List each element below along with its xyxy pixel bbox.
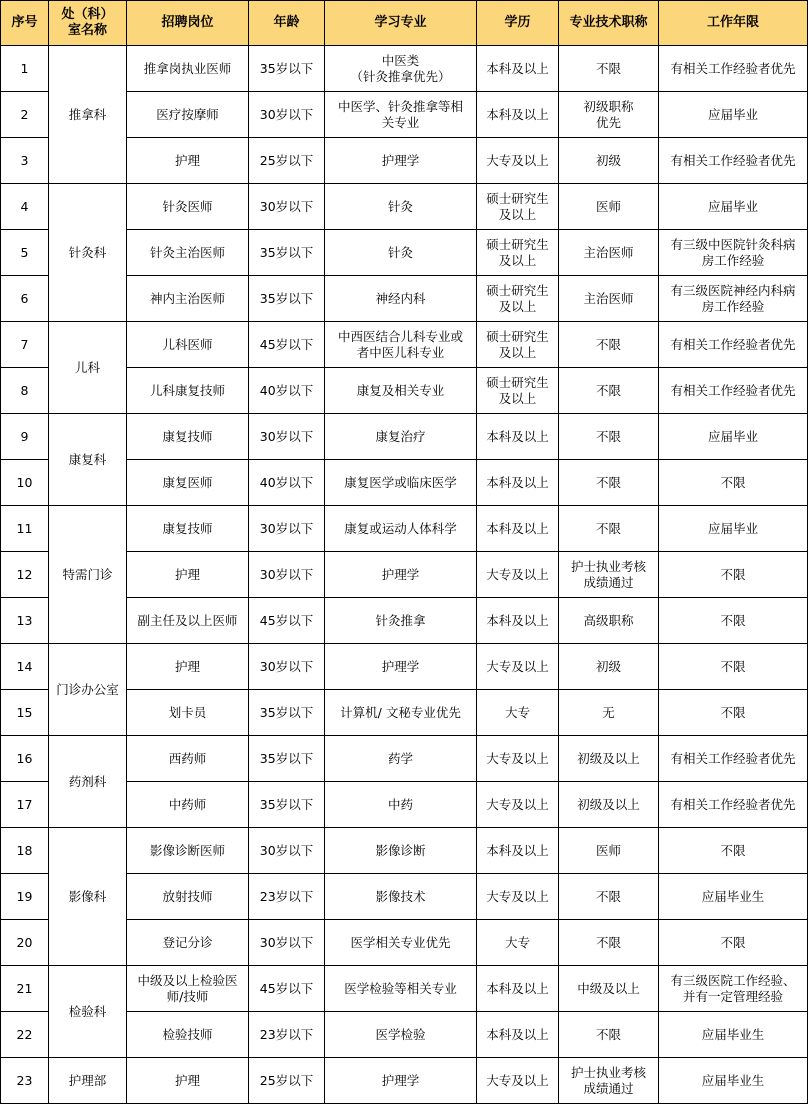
professional-title-cell: 不限	[559, 1012, 659, 1058]
header-cell: 工作年限	[659, 1, 808, 46]
row-number-cell: 17	[1, 782, 49, 828]
row-number-cell: 2	[1, 92, 49, 138]
professional-title-cell: 中级及以上	[559, 966, 659, 1012]
professional-title-cell: 初级	[559, 138, 659, 184]
major-cell: 康复医学或临床医学	[325, 460, 477, 506]
position-cell: 儿科康复技师	[127, 368, 249, 414]
education-cell: 大专及以上	[477, 874, 559, 920]
age-cell: 30岁以下	[249, 184, 325, 230]
professional-title-cell: 护士执业考核 成绩通过	[559, 552, 659, 598]
header-cell: 专业技术职称	[559, 1, 659, 46]
position-cell: 康复技师	[127, 506, 249, 552]
work-years-cell: 有三级医院工作经验、 并有一定管理经验	[659, 966, 808, 1012]
age-cell: 35岁以下	[249, 230, 325, 276]
department-cell: 影像科	[49, 828, 127, 966]
education-cell: 本科及以上	[477, 598, 559, 644]
age-cell: 30岁以下	[249, 828, 325, 874]
department-cell: 儿科	[49, 322, 127, 414]
education-cell: 本科及以上	[477, 966, 559, 1012]
position-cell: 针灸主治医师	[127, 230, 249, 276]
age-cell: 40岁以下	[249, 368, 325, 414]
major-cell: 康复治疗	[325, 414, 477, 460]
department-cell: 推拿科	[49, 46, 127, 184]
education-cell: 本科及以上	[477, 1012, 559, 1058]
age-cell: 30岁以下	[249, 506, 325, 552]
table-row	[1, 414, 808, 460]
position-cell: 康复医师	[127, 460, 249, 506]
row-number-cell: 9	[1, 414, 49, 460]
department-cell: 检验科	[49, 966, 127, 1058]
major-cell: 医学检验	[325, 1012, 477, 1058]
position-cell: 护理	[127, 644, 249, 690]
work-years-cell: 不限	[659, 460, 808, 506]
age-cell: 25岁以下	[249, 1058, 325, 1104]
major-cell: 计算机/ 文秘专业优先	[325, 690, 477, 736]
work-years-cell: 有相关工作经验者优先	[659, 368, 808, 414]
position-cell: 推拿岗执业医师	[127, 46, 249, 92]
work-years-cell: 有三级医院神经内科病 房工作经验	[659, 276, 808, 322]
professional-title-cell: 医师	[559, 828, 659, 874]
age-cell: 35岁以下	[249, 46, 325, 92]
work-years-cell: 有相关工作经验者优先	[659, 782, 808, 828]
major-cell: 中药	[325, 782, 477, 828]
education-cell: 大专及以上	[477, 736, 559, 782]
major-cell: 神经内科	[325, 276, 477, 322]
position-cell: 西药师	[127, 736, 249, 782]
row-number-cell: 20	[1, 920, 49, 966]
row-number-cell: 5	[1, 230, 49, 276]
work-years-cell: 应届毕业生	[659, 1058, 808, 1104]
work-years-cell: 不限	[659, 644, 808, 690]
education-cell: 本科及以上	[477, 46, 559, 92]
table-row	[1, 184, 808, 230]
position-cell: 护理	[127, 552, 249, 598]
header-cell: 招聘岗位	[127, 1, 249, 46]
education-cell: 硕士研究生 及以上	[477, 276, 559, 322]
age-cell: 23岁以下	[249, 874, 325, 920]
department-cell: 护理部	[49, 1058, 127, 1104]
age-cell: 30岁以下	[249, 552, 325, 598]
professional-title-cell: 主治医师	[559, 230, 659, 276]
table-row	[1, 966, 808, 1012]
professional-title-cell: 不限	[559, 368, 659, 414]
age-cell: 30岁以下	[249, 644, 325, 690]
work-years-cell: 有相关工作经验者优先	[659, 322, 808, 368]
position-cell: 康复技师	[127, 414, 249, 460]
major-cell: 影像技术	[325, 874, 477, 920]
row-number-cell: 7	[1, 322, 49, 368]
position-cell: 护理	[127, 1058, 249, 1104]
work-years-cell: 应届毕业生	[659, 874, 808, 920]
work-years-cell: 不限	[659, 552, 808, 598]
work-years-cell: 不限	[659, 598, 808, 644]
major-cell: 中西医结合儿科专业或 者中医儿科专业	[325, 322, 477, 368]
table-row	[1, 828, 808, 874]
row-number-cell: 16	[1, 736, 49, 782]
education-cell: 大专及以上	[477, 782, 559, 828]
education-cell: 硕士研究生 及以上	[477, 230, 559, 276]
age-cell: 40岁以下	[249, 460, 325, 506]
age-cell: 35岁以下	[249, 782, 325, 828]
major-cell: 中医学、针灸推拿等相 关专业	[325, 92, 477, 138]
header-cell: 学习专业	[325, 1, 477, 46]
age-cell: 35岁以下	[249, 690, 325, 736]
row-number-cell: 13	[1, 598, 49, 644]
position-cell: 中级及以上检验医 师/技师	[127, 966, 249, 1012]
professional-title-cell: 无	[559, 690, 659, 736]
education-cell: 本科及以上	[477, 92, 559, 138]
major-cell: 康复及相关专业	[325, 368, 477, 414]
age-cell: 45岁以下	[249, 322, 325, 368]
row-number-cell: 3	[1, 138, 49, 184]
position-cell: 登记分诊	[127, 920, 249, 966]
education-cell: 本科及以上	[477, 506, 559, 552]
row-number-cell: 4	[1, 184, 49, 230]
education-cell: 本科及以上	[477, 414, 559, 460]
row-number-cell: 19	[1, 874, 49, 920]
header-cell: 处（科） 室名称	[49, 1, 127, 46]
table-row	[1, 322, 808, 368]
age-cell: 30岁以下	[249, 920, 325, 966]
education-cell: 本科及以上	[477, 828, 559, 874]
department-cell: 针灸科	[49, 184, 127, 322]
professional-title-cell: 初级及以上	[559, 782, 659, 828]
age-cell: 45岁以下	[249, 966, 325, 1012]
work-years-cell: 有相关工作经验者优先	[659, 736, 808, 782]
work-years-cell: 有相关工作经验者优先	[659, 138, 808, 184]
education-cell: 大专及以上	[477, 552, 559, 598]
education-cell: 大专	[477, 920, 559, 966]
professional-title-cell: 医师	[559, 184, 659, 230]
work-years-cell: 不限	[659, 920, 808, 966]
header-cell: 学历	[477, 1, 559, 46]
row-number-cell: 6	[1, 276, 49, 322]
position-cell: 护理	[127, 138, 249, 184]
table-row	[1, 46, 808, 92]
major-cell: 药学	[325, 736, 477, 782]
work-years-cell: 有相关工作经验者优先	[659, 46, 808, 92]
position-cell: 神内主治医师	[127, 276, 249, 322]
position-cell: 检验技师	[127, 1012, 249, 1058]
major-cell: 护理学	[325, 552, 477, 598]
table-row	[1, 736, 808, 782]
education-cell: 大专及以上	[477, 1058, 559, 1104]
table-row	[1, 506, 808, 552]
major-cell: 针灸	[325, 230, 477, 276]
professional-title-cell: 主治医师	[559, 276, 659, 322]
table-body	[1, 46, 808, 1104]
education-cell: 硕士研究生 及以上	[477, 368, 559, 414]
major-cell: 针灸	[325, 184, 477, 230]
major-cell: 康复或运动人体科学	[325, 506, 477, 552]
age-cell: 35岁以下	[249, 276, 325, 322]
position-cell: 儿科医师	[127, 322, 249, 368]
row-number-cell: 15	[1, 690, 49, 736]
education-cell: 硕士研究生 及以上	[477, 322, 559, 368]
major-cell: 护理学	[325, 138, 477, 184]
education-cell: 大专及以上	[477, 138, 559, 184]
professional-title-cell: 不限	[559, 506, 659, 552]
education-cell: 硕士研究生 及以上	[477, 184, 559, 230]
major-cell: 影像诊断	[325, 828, 477, 874]
department-cell: 康复科	[49, 414, 127, 506]
professional-title-cell: 初级	[559, 644, 659, 690]
major-cell: 中医类 （针灸推拿优先）	[325, 46, 477, 92]
row-number-cell: 21	[1, 966, 49, 1012]
professional-title-cell: 护士执业考核 成绩通过	[559, 1058, 659, 1104]
department-cell: 特需门诊	[49, 506, 127, 644]
professional-title-cell: 不限	[559, 322, 659, 368]
education-cell: 本科及以上	[477, 460, 559, 506]
position-cell: 影像诊断医师	[127, 828, 249, 874]
major-cell: 护理学	[325, 1058, 477, 1104]
professional-title-cell: 不限	[559, 460, 659, 506]
header-cell: 年龄	[249, 1, 325, 46]
work-years-cell: 不限	[659, 690, 808, 736]
age-cell: 35岁以下	[249, 736, 325, 782]
header-cell: 序号	[1, 1, 49, 46]
work-years-cell: 不限	[659, 828, 808, 874]
age-cell: 45岁以下	[249, 598, 325, 644]
department-cell: 门诊办公室	[49, 644, 127, 736]
professional-title-cell: 初级职称 优先	[559, 92, 659, 138]
position-cell: 中药师	[127, 782, 249, 828]
work-years-cell: 应届毕业	[659, 414, 808, 460]
age-cell: 25岁以下	[249, 138, 325, 184]
position-cell: 划卡员	[127, 690, 249, 736]
professional-title-cell: 初级及以上	[559, 736, 659, 782]
professional-title-cell: 不限	[559, 874, 659, 920]
work-years-cell: 应届毕业	[659, 506, 808, 552]
row-number-cell: 14	[1, 644, 49, 690]
professional-title-cell: 不限	[559, 920, 659, 966]
position-cell: 副主任及以上医师	[127, 598, 249, 644]
major-cell: 医学检验等相关专业	[325, 966, 477, 1012]
education-cell: 大专及以上	[477, 644, 559, 690]
age-cell: 30岁以下	[249, 92, 325, 138]
education-cell: 大专	[477, 690, 559, 736]
row-number-cell: 12	[1, 552, 49, 598]
work-years-cell: 应届毕业	[659, 184, 808, 230]
row-number-cell: 1	[1, 46, 49, 92]
table-row	[1, 644, 808, 690]
position-cell: 医疗按摩师	[127, 92, 249, 138]
major-cell: 医学相关专业优先	[325, 920, 477, 966]
work-years-cell: 有三级中医院针灸科病 房工作经验	[659, 230, 808, 276]
department-cell: 药剂科	[49, 736, 127, 828]
row-number-cell: 11	[1, 506, 49, 552]
professional-title-cell: 高级职称	[559, 598, 659, 644]
header-row	[1, 1, 808, 46]
major-cell: 护理学	[325, 644, 477, 690]
age-cell: 30岁以下	[249, 414, 325, 460]
table-row	[1, 1058, 808, 1104]
professional-title-cell: 不限	[559, 46, 659, 92]
row-number-cell: 8	[1, 368, 49, 414]
position-cell: 放射技师	[127, 874, 249, 920]
row-number-cell: 22	[1, 1012, 49, 1058]
major-cell: 针灸推拿	[325, 598, 477, 644]
position-cell: 针灸医师	[127, 184, 249, 230]
professional-title-cell: 不限	[559, 414, 659, 460]
work-years-cell: 应届毕业生	[659, 1012, 808, 1058]
row-number-cell: 23	[1, 1058, 49, 1104]
row-number-cell: 18	[1, 828, 49, 874]
work-years-cell: 应届毕业	[659, 92, 808, 138]
row-number-cell: 10	[1, 460, 49, 506]
age-cell: 23岁以下	[249, 1012, 325, 1058]
